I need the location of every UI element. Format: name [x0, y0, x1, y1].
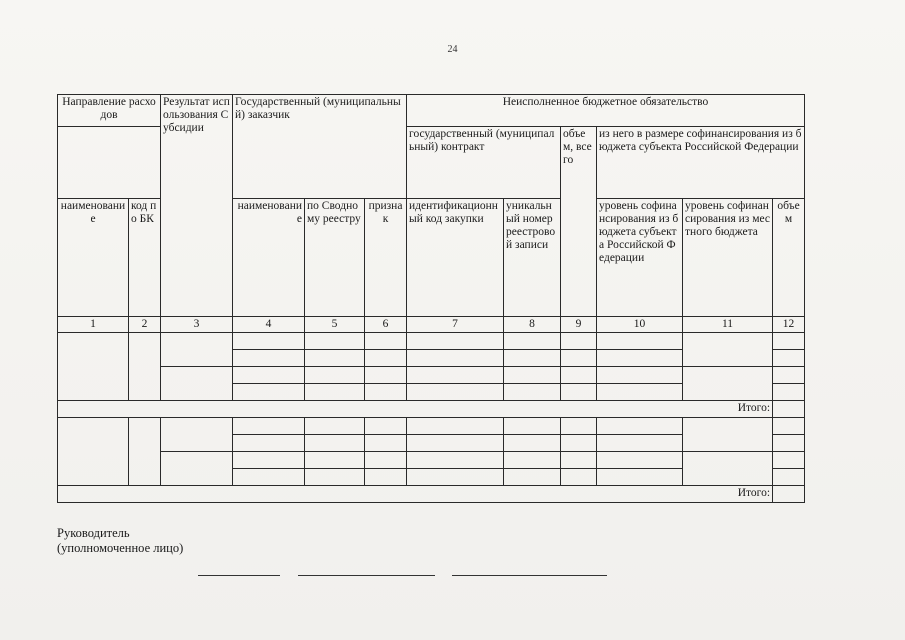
cell-blank — [504, 384, 561, 401]
header-purchase-id: идентификационный код закупки — [407, 199, 504, 317]
cell-blank — [233, 367, 305, 384]
cell-blank — [683, 367, 773, 401]
cell-blank — [773, 418, 805, 435]
header-unique-number: уникальный номер реестровой записи — [504, 199, 561, 317]
col-number: 7 — [407, 317, 504, 333]
cell-blank — [773, 333, 805, 350]
cell-blank — [407, 469, 504, 486]
cell-blank — [561, 333, 597, 350]
cell-blank — [561, 435, 597, 452]
cell-blank — [305, 452, 365, 469]
cell-blank — [597, 452, 683, 469]
header-unfulfilled: Неисполненное бюджетное обязательство — [407, 95, 805, 127]
cell-blank — [561, 418, 597, 435]
header-volume: объем — [773, 199, 805, 317]
col-number: 4 — [233, 317, 305, 333]
header-summary-registry: по Сводному реестру — [305, 199, 365, 317]
col-number: 9 — [561, 317, 597, 333]
cell-blank — [407, 367, 504, 384]
cell-blank — [504, 452, 561, 469]
cell-blank — [504, 350, 561, 367]
header-result: Результат использования Субсидии — [161, 95, 233, 317]
cell-blank — [597, 469, 683, 486]
cell-blank — [773, 367, 805, 384]
total-label: Итого: — [58, 401, 773, 418]
cell-blank — [683, 333, 773, 367]
cell-blank — [407, 333, 504, 350]
cell-blank — [129, 333, 161, 401]
cell-blank — [365, 384, 407, 401]
header-level-local: уровень софинансирования из местного бюджета — [683, 199, 773, 317]
cell-blank — [597, 333, 683, 350]
cell-blank — [129, 418, 161, 486]
col-number: 3 — [161, 317, 233, 333]
cell-blank — [561, 469, 597, 486]
cell-blank — [305, 418, 365, 435]
cell-blank — [773, 435, 805, 452]
cell-blank — [58, 333, 129, 401]
cell-blank — [773, 469, 805, 486]
cell-blank — [233, 350, 305, 367]
header-bk-code: код по БК — [129, 199, 161, 317]
header-name-customer: наименование — [233, 199, 305, 317]
cell-blank — [233, 418, 305, 435]
header-attribute: признак — [365, 199, 407, 317]
header-volume-total: объем, всего — [561, 127, 597, 317]
header-direction-blank — [58, 127, 161, 199]
cell-blank — [305, 469, 365, 486]
cell-blank — [504, 435, 561, 452]
cell-blank — [561, 350, 597, 367]
cell-blank — [597, 435, 683, 452]
col-number: 6 — [365, 317, 407, 333]
cell-blank — [773, 384, 805, 401]
cell-blank — [305, 350, 365, 367]
cell-blank — [407, 435, 504, 452]
cell-blank — [407, 350, 504, 367]
header-cofinancing: из него в размере софинансирования из бюджета субъекта Российской Федерации — [597, 127, 805, 199]
header-level-subject: уровень софинансирования из бюджета субъекта Российской Федерации — [597, 199, 683, 317]
cell-blank — [365, 333, 407, 350]
page-number: 24 — [447, 44, 458, 55]
cell-blank — [683, 418, 773, 452]
cell-blank — [504, 469, 561, 486]
cell-blank — [161, 367, 233, 401]
cell-blank — [683, 452, 773, 486]
cell-blank — [233, 333, 305, 350]
cell-blank — [407, 452, 504, 469]
total-value — [773, 401, 805, 418]
cell-blank — [561, 367, 597, 384]
cell-blank — [597, 418, 683, 435]
header-contract: государственный (муниципальный) контракт — [407, 127, 561, 199]
cell-blank — [233, 469, 305, 486]
cell-blank — [305, 333, 365, 350]
cell-blank — [597, 384, 683, 401]
signature-decoding-line — [298, 575, 435, 576]
cell-blank — [597, 367, 683, 384]
cell-blank — [365, 435, 407, 452]
total-label: Итого: — [58, 486, 773, 503]
cell-blank — [407, 418, 504, 435]
col-number: 12 — [773, 317, 805, 333]
cell-blank — [504, 367, 561, 384]
cell-blank — [305, 384, 365, 401]
col-number: 8 — [504, 317, 561, 333]
header-name-direction: наименование — [58, 199, 129, 317]
budget-obligation-table — [57, 94, 805, 503]
signer-label: Руководитель (уполномоченное лицо) — [57, 526, 184, 555]
cell-blank — [365, 469, 407, 486]
position-line — [452, 575, 607, 576]
cell-blank — [504, 418, 561, 435]
col-number: 10 — [597, 317, 683, 333]
cell-blank — [365, 350, 407, 367]
cell-blank — [161, 333, 233, 367]
header-customer: Государственный (муниципальный) заказчик — [233, 95, 407, 199]
cell-blank — [773, 350, 805, 367]
cell-blank — [407, 384, 504, 401]
cell-blank — [773, 452, 805, 469]
cell-blank — [233, 384, 305, 401]
cell-blank — [305, 367, 365, 384]
header-direction: Направление расходов — [58, 95, 161, 127]
col-number: 11 — [683, 317, 773, 333]
cell-blank — [58, 418, 129, 486]
cell-blank — [365, 452, 407, 469]
cell-blank — [233, 435, 305, 452]
col-number: 2 — [129, 317, 161, 333]
cell-blank — [161, 452, 233, 486]
cell-blank — [561, 452, 597, 469]
cell-blank — [305, 435, 365, 452]
total-value — [773, 486, 805, 503]
signature-line — [198, 575, 280, 576]
cell-blank — [504, 333, 561, 350]
cell-blank — [365, 367, 407, 384]
cell-blank — [597, 350, 683, 367]
cell-blank — [233, 452, 305, 469]
cell-blank — [365, 418, 407, 435]
cell-blank — [161, 418, 233, 452]
col-number: 5 — [305, 317, 365, 333]
col-number: 1 — [58, 317, 129, 333]
cell-blank — [561, 384, 597, 401]
